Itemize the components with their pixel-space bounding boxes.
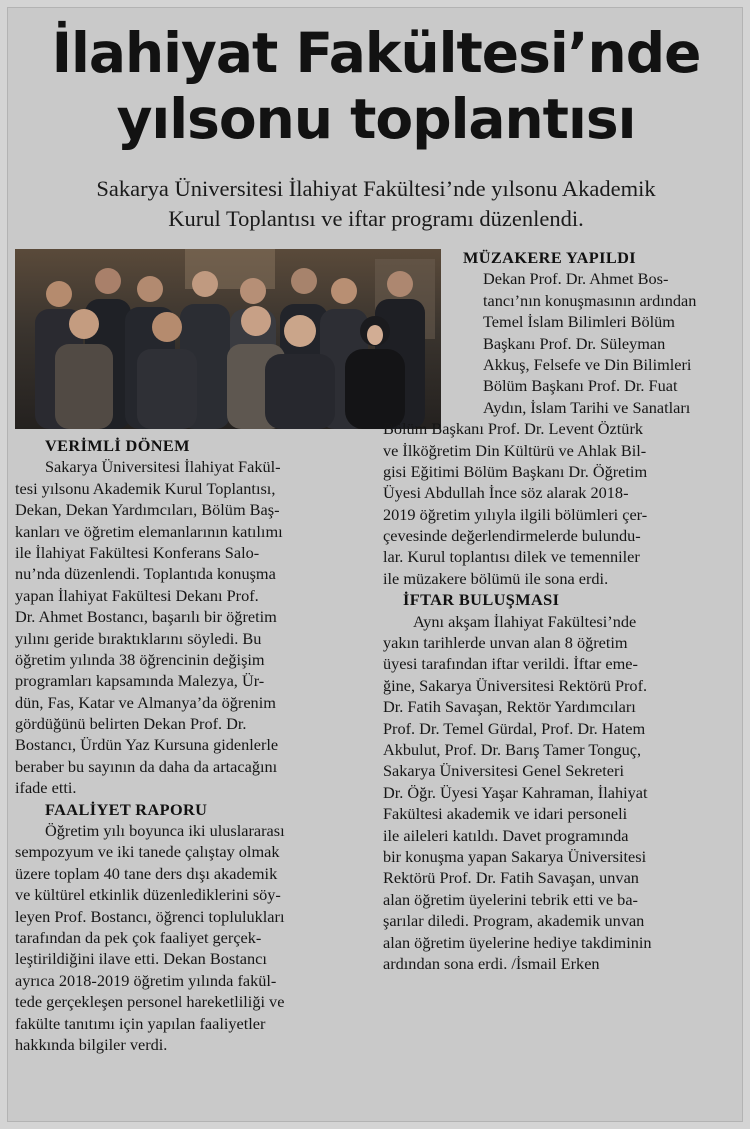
text-line: tede gerçekleşen personel hareketliliği ve xyxy=(15,992,285,1012)
text-line: yakın tarihlerde unvan alan 8 öğretim xyxy=(383,633,628,653)
text-line: ayrıca 2018-2019 öğretim yılında fakül- xyxy=(15,970,277,990)
text-line: Prof. Dr. Temel Gürdal, Prof. Dr. Hatem xyxy=(383,718,646,738)
text-line: öğretim yılında 38 öğrencinin değişim xyxy=(15,649,265,669)
text-line: ğine, Sakarya Üniversitesi Rektörü Prof. xyxy=(383,675,648,695)
text-line: leştirildiğini ilave etti. Dekan Bostancı xyxy=(15,949,267,969)
text-line: üyesi tarafından iftar verildi. İftar eme- xyxy=(383,654,638,674)
text-line: alan öğretim üyelerini tebrik etti ve ba- xyxy=(383,889,638,909)
text-line: dün, Fas, Katar ve Almanya’da öğrenim xyxy=(15,692,276,712)
text-line: Akkuş, Felsefe ve Din Bilimleri xyxy=(483,354,692,374)
text-line: yapan İlahiyat Fakültesi Dekanı Prof. xyxy=(15,585,259,605)
left-column xyxy=(15,435,435,1055)
text-line: Rektörü Prof. Dr. Fatih Savaşan, unvan xyxy=(383,868,639,888)
text-line: ve İlköğretim Din Kültürü ve Ahlak Bil- xyxy=(383,440,647,460)
text-line: Dr. Öğr. Üyesi Yaşar Kahraman, İlahiyat xyxy=(383,782,648,802)
headline-line-2: yılsonu toplantısı xyxy=(116,87,636,151)
text-line: şarılar diledi. Program, akademik unvan xyxy=(383,911,645,931)
text-line: beraber bu sayının da daha da artacağını xyxy=(15,756,278,776)
text-line: ile aileleri katıldı. Davet programında xyxy=(383,825,629,845)
text-line: 2019 öğretim yılıyla ilgili bölümleri çer- xyxy=(383,504,648,524)
text-line: tesi yılsonu Akademik Kurul Toplantısı, xyxy=(15,478,276,498)
text-line: gisi Eğitimi Bölüm Başkanı Dr. Öğretim xyxy=(383,461,648,481)
text-line: leyen Prof. Bostancı, öğrenci toplulukları xyxy=(15,906,285,926)
text-line: yılını geride bıraktıklarını söyledi. Bu xyxy=(15,628,262,648)
subheadline xyxy=(8,174,743,234)
text-line: çevesinde değerlendirmelerde bulundu- xyxy=(383,526,641,546)
text-line: tancı’nın konuşmasının ardından xyxy=(483,290,697,310)
text-line: programları kapsamında Malezya, Ür- xyxy=(15,671,265,691)
text-line: Dr. Fatih Savaşan, Rektör Yardımcıları xyxy=(383,697,636,717)
subheadline-line-2: Kurul Toplantısı ve iftar programı düzenlendi. xyxy=(168,206,584,231)
text-line: Dr. Ahmet Bostancı, başarılı bir öğretim xyxy=(15,607,277,627)
group-photo xyxy=(15,249,441,429)
section-heading: VERİMLİ DÖNEM xyxy=(45,436,190,455)
text-line: ifade etti. xyxy=(15,778,77,798)
text-line: üzere toplam 40 tane ders dışı akademik xyxy=(15,863,278,883)
text-line: Aydın, İslam Tarihi ve Sanatları xyxy=(483,397,691,417)
subheadline-line-1: Sakarya Üniversitesi İlahiyat Fakültesi’nde yılsonu Akademik xyxy=(96,176,656,201)
text-line: Sakarya Üniversitesi İlahiyat Fakül- xyxy=(45,457,281,477)
right-column xyxy=(383,247,738,974)
headline xyxy=(8,20,743,152)
text-line: Sakarya Üniversitesi Genel Sekreteri xyxy=(383,761,624,781)
text-line: ardından sona erdi. /İsmail Erken xyxy=(383,953,600,973)
text-line: Bostancı, Ürdün Yaz Kursuna gidenlerle xyxy=(15,735,279,755)
text-line: Aynı akşam İlahiyat Fakültesi’nde xyxy=(413,611,637,631)
text-line: bir konuşma yapan Sakarya Üniversitesi xyxy=(383,846,647,866)
text-line: Akbulut, Prof. Dr. Barış Tamer Tonguç, xyxy=(383,739,642,759)
text-line: nu’nda düzenlendi. Toplantıda konuşma xyxy=(15,564,276,584)
text-line: Bölüm Başkanı Prof. Dr. Levent Öztürk xyxy=(383,419,644,439)
text-line: ve kültürel etkinlik düzenlediklerini söy- xyxy=(15,885,281,905)
text-line: Bölüm Başkanı Prof. Dr. Fuat xyxy=(483,376,678,396)
text-line: Fakültesi akademik ve idari personeli xyxy=(383,804,628,824)
text-line: Öğretim yılı boyunca iki uluslararası xyxy=(45,821,285,841)
text-line: lar. Kurul toplantısı dilek ve temenniler xyxy=(383,547,640,567)
headline-line-1: İlahiyat Fakültesi’nde xyxy=(51,21,701,85)
section-heading: İFTAR BULUŞMASI xyxy=(403,590,560,610)
text-line: Dekan Prof. Dr. Ahmet Bos- xyxy=(483,269,669,289)
text-line: hakkında bilgiler verdi. xyxy=(15,1034,168,1054)
text-line: tarafından da pek çok faaliyet gerçek- xyxy=(15,927,262,947)
text-line: Üyesi Abdullah İnce söz alarak 2018- xyxy=(383,483,629,503)
text-line: fakülte tanıtımı için yapılan faaliyetler xyxy=(15,1013,266,1033)
text-line: ile İlahiyat Fakültesi Konferans Salo- xyxy=(15,542,260,562)
text-line: ile müzakere bölümü ile sona erdi. xyxy=(383,568,609,588)
text-line: Temel İslam Bilimleri Bölüm xyxy=(483,312,675,332)
text-line: alan öğretim üyelerine hediye takdiminin xyxy=(383,932,652,952)
text-line: kanları ve öğretim elemanlarının katılımı xyxy=(15,521,283,541)
newspaper-clipping xyxy=(7,7,743,1122)
section-heading: FAALİYET RAPORU xyxy=(45,799,208,819)
text-line: Başkanı Prof. Dr. Süleyman xyxy=(483,333,666,353)
section-heading: MÜZAKERE YAPILDI xyxy=(463,248,637,267)
text-line: gördüğünü belirten Dekan Prof. Dr. xyxy=(15,714,247,734)
text-line: sempozyum ve iki tanede çalıştay olmak xyxy=(15,842,280,862)
text-line: Dekan, Dekan Yardımcıları, Bölüm Baş- xyxy=(15,500,280,520)
